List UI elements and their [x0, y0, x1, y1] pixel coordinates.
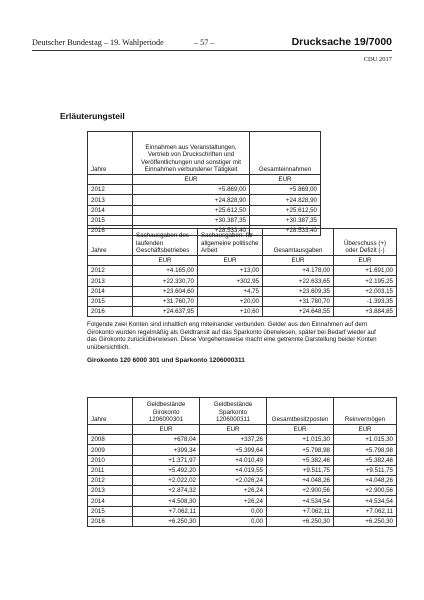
col-total-expenses-header: Gesamtausgaben — [263, 229, 334, 256]
explanation-paragraph: Folgende zwei Konten sind inhaltlich eng miteinander verbunden. Gelder aus den Einnahmen auf dem Girokonto wurden regelmäßig als Geldtransit auf das Sparkonto überwiesen, später bei Bedarf wieder auf das Girokonto zurücküberwiesen. Diese Vorgehensweise macht eine getrennte Darstellung beider Konten unübersichtlich. — [87, 321, 377, 351]
table-row: 2012 +5.869,00 +5.869,00 — [88, 185, 321, 195]
table-row: 2009 +399,34 +5.399,64 +5.798,98 +5.798,98 — [88, 445, 397, 455]
col-total-income-header: Gesamteinnahmen — [250, 132, 321, 175]
table-row: 2013 +22.330,70 +302,95 +22.633,65 +2.195,25 — [88, 276, 397, 286]
col-operating-expenses-header: Sachausgaben des laufenden Geschäftsbetriebes — [133, 229, 198, 256]
col-net-assets-header: Reinvermögen — [334, 398, 397, 425]
table-header-row — [88, 132, 321, 175]
table-row: 2012 +2.022,02 +2.026,24 +4.048,26 +4.048,26 — [88, 475, 397, 485]
col-year-header: Jahre — [88, 398, 133, 425]
table-row: 2016 +28.533,40 +28.533,40 — [88, 225, 321, 235]
unit-row: EUR EUR EUR EUR — [88, 425, 397, 435]
unit-cell: EUR — [250, 175, 321, 185]
col-surplus-header: Überschuss (+) oder Defizit (-) — [334, 229, 397, 256]
table-row: 2008 +678,04 +337,26 +1.015,30 +1.015,30 — [88, 435, 397, 445]
table-row: 2010 +1.371,97 +4.010,49 +5.382,46 +5.382,46 — [88, 455, 397, 465]
table-row: 2016 +24.637,95 +10,60 +24.648,55 +3.884,85 — [88, 306, 397, 316]
table-row: 2014 +23.604,60 +4,75 +23.609,35 +2.003,15 — [88, 286, 397, 296]
unit-row — [88, 175, 321, 185]
accounts-subheading: Girokonto 120 6000 301 und Sparkonto 1206000311 — [87, 357, 245, 364]
accounts-table — [87, 397, 397, 527]
unit-row: EUR EUR EUR EUR — [88, 256, 397, 266]
unit-cell: EUR — [133, 175, 250, 185]
page-number: – 57 – — [194, 38, 215, 47]
col-sparkonto-header: Geldbestände Sparkonto 1206000311 — [200, 398, 267, 425]
table-row: 2014 +4.508,30 +26,24 +4.534,54 +4.534,54 — [88, 496, 397, 506]
table-row: 2014 +25.612,50 +25.612,50 — [88, 205, 321, 215]
section-heading: Erläuterungsteil — [60, 111, 125, 121]
header-left: Deutscher Bundestag – 19. Wahlperiode — [32, 38, 164, 47]
table-row: 2013 +24.828,90 +24.828,90 — [88, 195, 321, 205]
table-row: 2015 +30.387,35 +30.387,35 — [88, 215, 321, 225]
table-row: 2015 +7.062,11 0,00 +7.062,11 +7.062,11 — [88, 506, 397, 516]
table-header-row — [88, 229, 397, 256]
expenses-table — [87, 228, 397, 317]
header-rule — [32, 50, 392, 51]
document-number: Drucksache 19/7000 — [291, 36, 392, 48]
col-income-header: Einnahmen aus Veranstaltungen, Vertrieb von Druckschriften und Veröffentlichungen und sonstiger mit Einnahmen verbundener Tätigkeit — [133, 132, 250, 175]
col-year-header: Jahre — [88, 229, 133, 256]
table-row: 2015 +31.760,70 +20,00 +31.780,70 -1.393,35 — [88, 296, 397, 306]
col-political-expenses-header: Sachausgaben: für allgemeine politische Arbeit — [198, 229, 263, 256]
income-table — [87, 131, 321, 236]
table-header-row — [88, 398, 397, 425]
col-year-header: Jahre — [88, 132, 133, 175]
table-row: 2016 +6.250,30 0,00 +6.250,30 +6.250,30 — [88, 516, 397, 526]
table-row: 2012 +4.165,00 +13,00 +4.178,00 +1.691,00 — [88, 266, 397, 276]
col-girokonto-header: Geldbestände Girokonto 1206000301 — [133, 398, 200, 425]
header-sub: CDU 2017 — [363, 56, 392, 63]
col-total-assets-header: Gesamtbesitzposten — [267, 398, 334, 425]
table-row: 2011 +5.492,20 +4.019,55 +9.511,75 +9.511,75 — [88, 465, 397, 475]
table-row: 2013 +2.874,32 +26,24 +2.900,56 +2.900,56 — [88, 486, 397, 496]
